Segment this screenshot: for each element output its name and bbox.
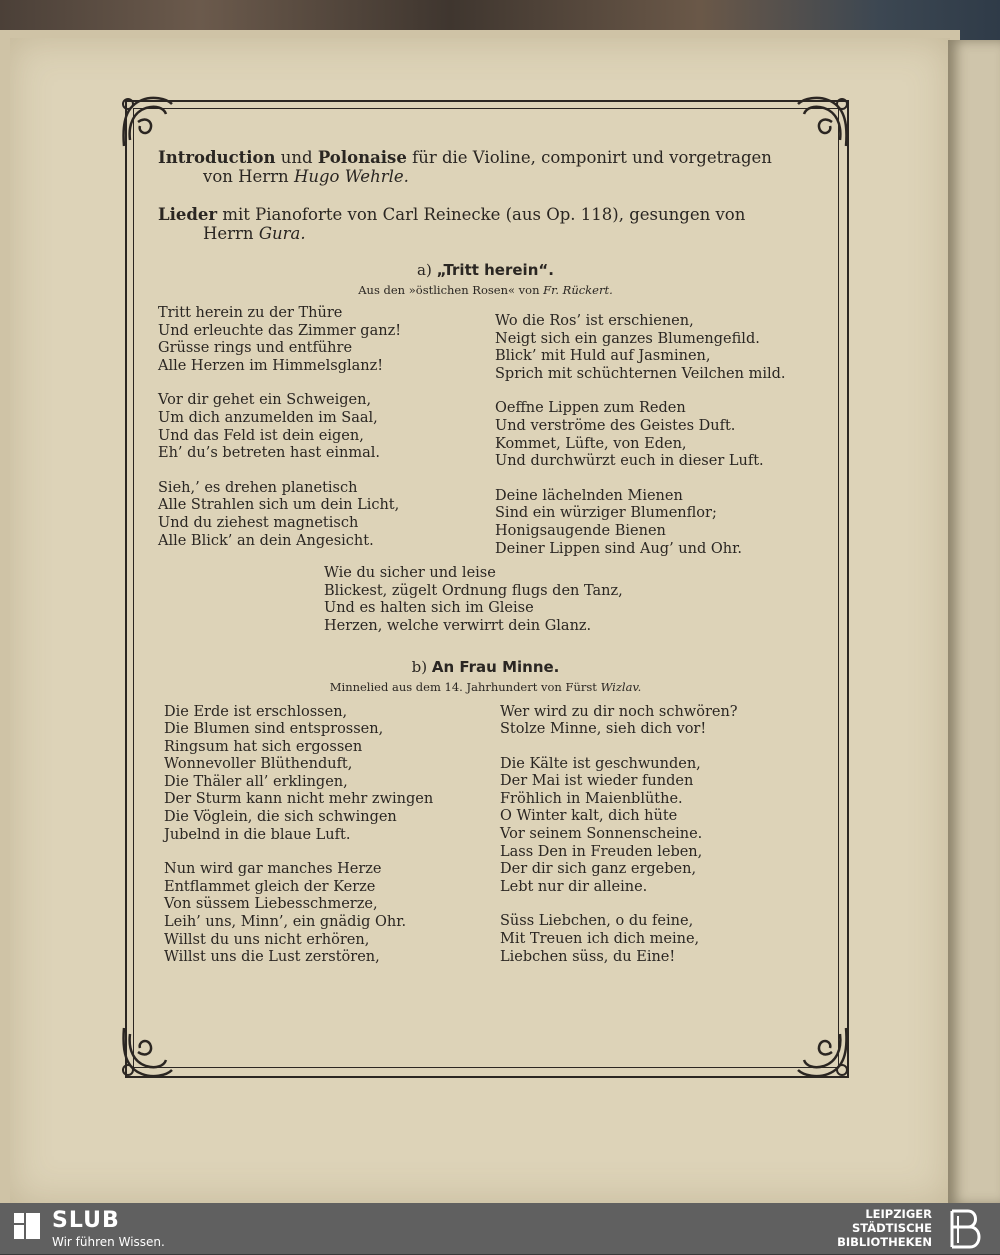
verse-line: Und erleuchte das Zimmer ganz! xyxy=(158,322,402,339)
piece-title: Lieder xyxy=(158,205,218,224)
verse-line: Mit Treuen ich dich meine, xyxy=(500,931,700,948)
verse-line: Tritt herein zu der Thüre xyxy=(158,305,343,321)
performer-name: Gura. xyxy=(258,224,306,243)
verse-line: Willst uns die Lust zerstören, xyxy=(164,949,380,966)
verse-line: Sprich mit schüchternen Veilchen mild. xyxy=(495,365,786,382)
verse-line: Neigt sich ein ganzes Blumengefild. xyxy=(495,330,760,347)
verse-line: Eh’ du’s betreten hast einmal. xyxy=(158,445,381,462)
song-letter: a) xyxy=(417,261,432,279)
corner-ornament-top-right xyxy=(792,92,854,154)
program-content xyxy=(158,148,813,967)
verse-line: Der Mai ist wieder funden xyxy=(500,773,694,790)
verse-line: Um dich anzumelden im Saal, xyxy=(158,409,378,426)
verse-line: Deine lächelnden Mienen xyxy=(495,487,683,504)
song-b-title xyxy=(158,658,813,676)
library-name[interactable] xyxy=(837,1207,932,1249)
song-a-left-column xyxy=(158,305,495,558)
slub-name[interactable]: SLUB xyxy=(52,1208,120,1233)
song-author: Wizlav. xyxy=(600,679,642,694)
piece-description: für die Violine, componirt und vorgetragen xyxy=(412,148,772,167)
song-a-right-column xyxy=(495,305,785,558)
verse-line: Vor seinem Sonnenscheine. xyxy=(500,826,703,843)
library-name-line: STÄDTISCHE xyxy=(851,1221,932,1235)
program-item-introduction xyxy=(158,148,813,186)
verse-line: Ringsum hat sich ergossen xyxy=(164,738,363,755)
slub-slogan: Wir führen Wissen. xyxy=(52,1235,165,1249)
verse-line: Wie du sicher und leise xyxy=(324,565,496,582)
verse-line: Willst du uns nicht erhören, xyxy=(164,931,370,948)
verse-line: Oeffne Lippen zum Reden xyxy=(495,400,686,417)
song-b-subtitle xyxy=(158,680,813,694)
program-item-lieder xyxy=(158,205,813,243)
verse-line: Süss Liebchen, o du feine, xyxy=(500,913,694,930)
song-a-final-verse xyxy=(324,565,813,635)
song-a-subtitle xyxy=(158,283,813,297)
verse-line: Und das Feld ist dein eigen, xyxy=(158,427,364,444)
song-author: Fr. Rückert. xyxy=(543,283,613,297)
library-name-line: LEIPZIGER xyxy=(865,1207,932,1221)
viewer-footer-bar xyxy=(0,1203,1000,1254)
song-source: Aus den »östlichen Rosen« von xyxy=(358,283,540,297)
verse-line: Herzen, welche verwirrt dein Glanz. xyxy=(324,617,592,634)
verse-line: Sind ein würziger Blumenflor; xyxy=(495,505,717,522)
piece-description: mit Pianoforte von Carl Reinecke (aus Op. 118), gesungen von xyxy=(222,205,746,224)
song-a-title xyxy=(158,261,813,279)
verse-line: Sieh,’ es drehen planetisch xyxy=(158,479,358,496)
verse-line: Wonnevoller Blüthenduft, xyxy=(164,756,353,773)
verse-line: Alle Strahlen sich um dein Licht, xyxy=(158,497,400,514)
song-b-verses xyxy=(158,704,813,967)
song-b-left-column xyxy=(158,704,500,967)
verse-line: Die Thäler all’ erklingen, xyxy=(164,773,348,790)
verse-line: Die Blumen sind entsprossen, xyxy=(164,721,384,738)
corner-ornament-top-left xyxy=(116,92,178,154)
piece-title: Introduction xyxy=(158,148,276,167)
verse-line: Und du ziehest magnetisch xyxy=(158,514,359,531)
performer-prefix: Herrn xyxy=(203,224,254,243)
verse-line: Von süssem Liebesschmerze, xyxy=(164,896,378,913)
verse-line: Und es halten sich im Gleise xyxy=(324,600,534,617)
verse-line: Alle Blick’ an dein Angesicht. xyxy=(158,532,374,549)
verse-line: Blickest, zügelt Ordnung flugs den Tanz, xyxy=(324,582,623,599)
verse-line: Die Kälte ist geschwunden, xyxy=(500,755,701,772)
song-b-right-column xyxy=(500,704,738,967)
song-title: An Frau Minne. xyxy=(431,657,560,676)
verse-line: Der dir sich ganz ergeben, xyxy=(500,861,697,878)
verse-line: Lass Den in Freuden leben, xyxy=(500,843,703,860)
verse-line: Jubelnd in die blaue Luft. xyxy=(164,826,351,843)
library-name-line: BIBLIOTHEKEN xyxy=(837,1235,932,1249)
corner-ornament-bottom-right xyxy=(792,1020,854,1082)
slub-logo-icon[interactable] xyxy=(12,1211,42,1241)
performer-name: Hugo Wehrle. xyxy=(293,167,409,186)
verse-line: Vor dir gehet ein Schweigen, xyxy=(158,392,372,409)
verse-line: Nun wird gar manches Herze xyxy=(164,861,382,878)
verse-line: Deiner Lippen sind Aug’ und Ohr. xyxy=(495,540,743,557)
song-letter: b) xyxy=(411,657,428,676)
library-logo-icon[interactable] xyxy=(942,1207,990,1251)
verse-line: Fröhlich in Maienblüthe. xyxy=(500,790,683,807)
verse-line: Liebchen süss, du Eine! xyxy=(500,948,676,965)
verse-line: Entflammet gleich der Kerze xyxy=(164,878,376,895)
verse-line: Wer wird zu dir noch schwören? xyxy=(500,703,738,720)
adjacent-page xyxy=(948,40,1000,1203)
verse-line: Grüsse rings und entführe xyxy=(158,340,353,357)
performer-prefix: von Herrn xyxy=(203,167,289,186)
corner-ornament-bottom-left xyxy=(116,1020,178,1082)
verse-line: Alle Herzen im Himmelsglanz! xyxy=(158,357,384,374)
verse-line: Wo die Ros’ ist erschienen, xyxy=(495,313,694,329)
verse-line: Lebt nur dir alleine. xyxy=(500,878,648,895)
song-a-verses xyxy=(158,305,813,558)
verse-line: Der Sturm kann nicht mehr zwingen xyxy=(164,791,434,808)
verse-line: Honigsaugende Bienen xyxy=(495,522,666,539)
song-source: Minnelied aus dem 14. Jahrhundert von Fürst xyxy=(329,679,597,694)
piece-title: Polonaise xyxy=(317,148,407,167)
song-title: „Tritt herein“. xyxy=(436,261,554,279)
verse-line: Und verströme des Geistes Duft. xyxy=(495,417,736,434)
verse-line: Leih’ uns, Minn’, ein gnädig Ohr. xyxy=(164,914,407,931)
verse-line: Die Erde ist erschlossen, xyxy=(164,703,348,720)
verse-line: O Winter kalt, dich hüte xyxy=(500,808,678,825)
verse-line: Kommet, Lüfte, von Eden, xyxy=(495,435,687,452)
connector-text: und xyxy=(280,148,313,167)
verse-line: Und durchwürzt euch in dieser Luft. xyxy=(495,453,764,470)
verse-line: Die Vöglein, die sich schwingen xyxy=(164,809,397,826)
verse-line: Stolze Minne, sieh dich vor! xyxy=(500,721,707,738)
verse-line: Blick’ mit Huld auf Jasminen, xyxy=(495,348,711,365)
